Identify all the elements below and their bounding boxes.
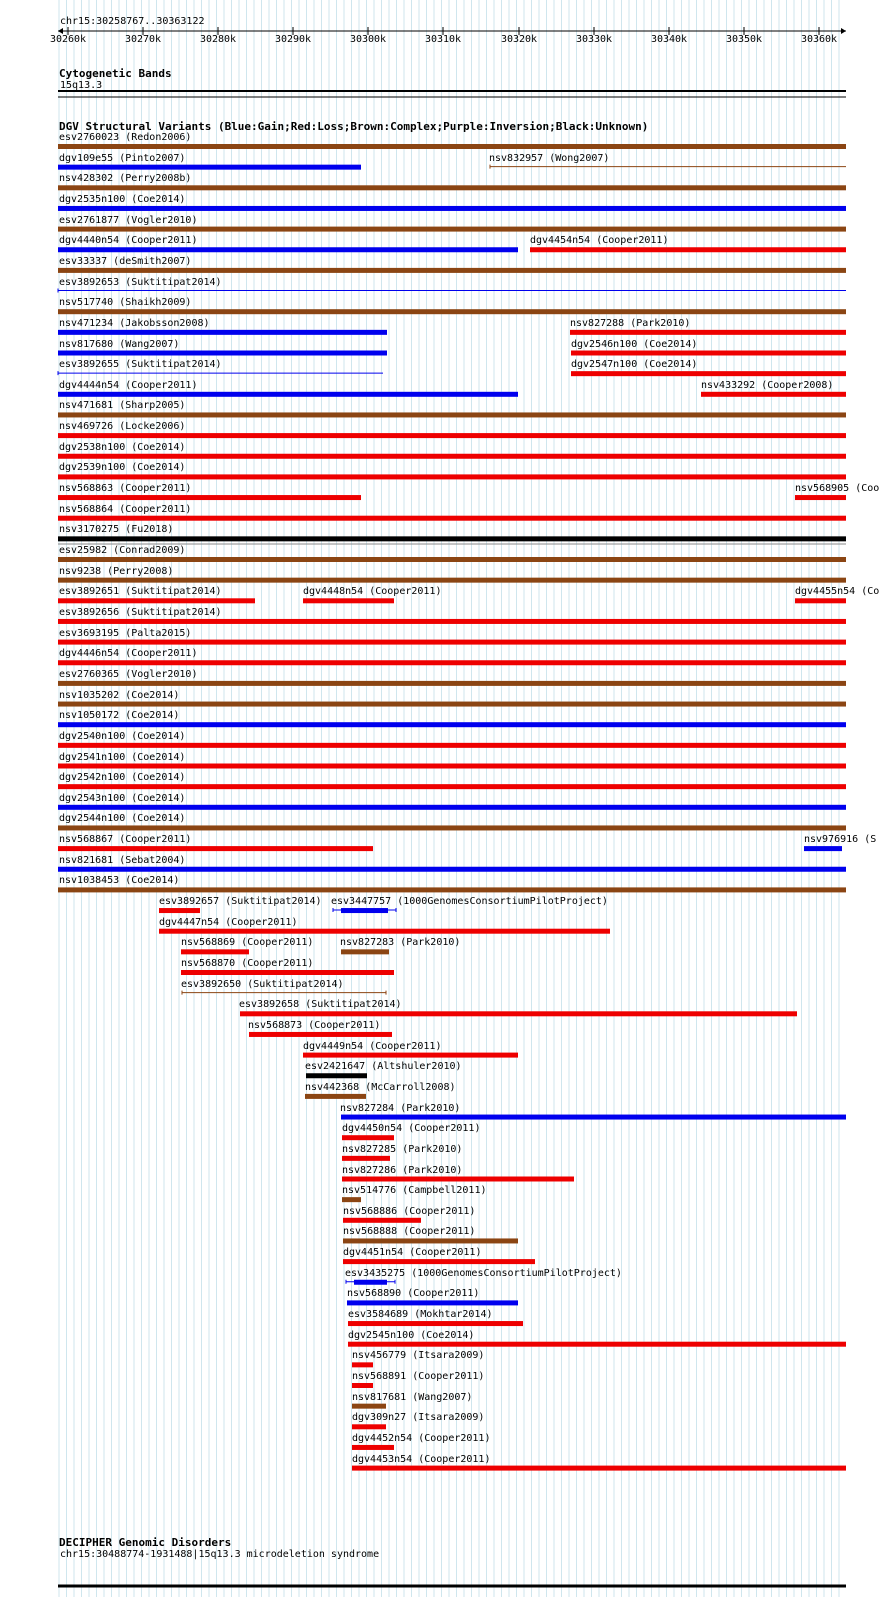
sv-feature-bar[interactable] (58, 227, 846, 232)
sv-feature-label[interactable]: dgv4452n54 (Cooper2011) (352, 1432, 491, 1444)
sv-feature-bar[interactable] (701, 392, 846, 397)
ruler-tick-label: 30330k (575, 34, 613, 45)
sv-feature-bar[interactable] (343, 1238, 518, 1243)
sv-feature-bar[interactable] (58, 185, 846, 190)
sv-feature-bar[interactable] (249, 1032, 392, 1037)
sv-feature-bar[interactable] (58, 330, 387, 335)
sv-feature-label[interactable]: esv3892651 (Suktitipat2014) (59, 586, 222, 598)
ruler-tick-label: 30270k (124, 34, 162, 45)
sv-feature-label[interactable]: nsv568886 (Cooper2011) (343, 1205, 476, 1217)
cytoband-label: 15q13.3 (60, 80, 103, 91)
sv-feature-label[interactable]: nsv827283 (Park2010) (340, 937, 461, 949)
sv-feature-label[interactable]: dgv2542n100 (Coe2014) (59, 772, 186, 784)
sv-feature-label[interactable]: esv3892658 (Suktitipat2014) (239, 999, 402, 1011)
ruler-tick-label: 30360k (800, 34, 838, 45)
sv-feature-bar[interactable] (303, 1053, 518, 1058)
sv-feature-label[interactable]: dgv4453n54 (Cooper2011) (352, 1453, 491, 1465)
sv-feature-bar[interactable] (795, 495, 846, 500)
sv-feature-bar[interactable] (58, 351, 387, 356)
sv-feature-bar[interactable] (58, 846, 373, 851)
sv-feature-label[interactable]: esv3892656 (Suktitipat2014) (59, 606, 222, 618)
sv-feature-label[interactable]: dgv4454n54 (Cooper2011) (530, 235, 669, 247)
sv-feature-bar[interactable] (58, 825, 846, 830)
sv-feature-label[interactable]: esv3693195 (Palta2015) (59, 627, 192, 639)
sv-feature-label[interactable]: nsv827288 (Park2010) (570, 317, 691, 329)
sv-feature-label[interactable]: nsv517740 (Shaikh2009) (59, 297, 192, 309)
sv-feature-bar[interactable] (58, 495, 361, 500)
sv-feature-bar[interactable] (352, 1424, 386, 1429)
sv-feature-label[interactable]: dgv4448n54 (Cooper2011) (303, 586, 442, 598)
sv-feature-bar[interactable] (341, 1115, 846, 1120)
sv-feature-label[interactable]: nsv568905 (Coo (795, 483, 880, 495)
sv-feature-label[interactable]: dgv2541n100 (Coe2014) (59, 751, 186, 763)
sv-feature-label[interactable]: nsv817680 (Wang2007) (59, 338, 180, 350)
sv-feature-label[interactable]: nsv514776 (Campbell2011) (342, 1185, 487, 1197)
sv-feature-label[interactable]: nsv568891 (Cooper2011) (352, 1371, 485, 1382)
sv-feature-label[interactable]: nsv827285 (Park2010) (342, 1143, 463, 1155)
sv-feature-bar[interactable] (159, 908, 200, 913)
sv-feature-bar[interactable] (58, 887, 846, 892)
sv-feature-label[interactable]: dgv4450n54 (Cooper2011) (342, 1123, 481, 1135)
sv-feature-bar[interactable] (58, 722, 846, 727)
sv-feature-label[interactable]: dgv4449n54 (Cooper2011) (303, 1040, 442, 1052)
sv-feature-label[interactable]: nsv428302 (Perry2008b) (59, 173, 192, 185)
sv-feature-label[interactable]: dgv4446n54 (Cooper2011) (59, 648, 198, 660)
sv-feature-bar[interactable] (348, 1342, 846, 1347)
sv-feature-label[interactable]: nsv568867 (Cooper2011) (59, 834, 192, 846)
cytoband-track-title: Cytogenetic Bands (59, 67, 172, 80)
sv-feature-bar[interactable] (306, 1073, 367, 1078)
sv-feature-bar[interactable] (58, 619, 846, 624)
sv-feature-label[interactable]: esv2760365 (Vogler2010) (59, 668, 198, 680)
sv-feature-bar[interactable] (58, 392, 518, 397)
sv-feature-bar[interactable] (58, 268, 846, 273)
sv-feature-label[interactable]: dgv2546n100 (Coe2014) (571, 338, 698, 350)
sv-feature-bar[interactable] (58, 640, 846, 645)
sv-feature-label[interactable]: dgv2544n100 (Coe2014) (59, 813, 186, 825)
sv-feature-bar[interactable] (58, 454, 846, 459)
sv-feature-label[interactable]: esv3892650 (Suktitipat2014) (181, 978, 344, 990)
decipher-feature-label[interactable]: chr15:30488774-1931488|15q13.3 microdeletion syndrome (60, 1549, 380, 1560)
sv-feature-label[interactable]: esv3892657 (Suktitipat2014) (159, 896, 322, 908)
sv-feature-core[interactable] (354, 1280, 387, 1285)
sv-feature-label[interactable]: nsv469726 (Locke2006) (59, 421, 186, 433)
sv-feature-bar[interactable] (58, 206, 846, 211)
sv-feature-label[interactable]: nsv568869 (Cooper2011) (181, 937, 314, 949)
sv-feature-label[interactable]: dgv2543n100 (Coe2014) (59, 792, 186, 804)
sv-feature-bar[interactable] (305, 1094, 366, 1099)
sv-feature-label[interactable]: nsv442368 (McCarroll2008) (305, 1081, 456, 1093)
sv-feature-bar[interactable] (58, 598, 255, 603)
sv-feature-bar[interactable] (342, 1156, 390, 1161)
sv-feature-bar[interactable] (342, 1135, 394, 1140)
sv-feature-label[interactable]: dgv2539n100 (Coe2014) (59, 462, 186, 474)
sv-feature-label[interactable]: dgv4447n54 (Cooper2011) (159, 916, 298, 928)
sv-feature-bar[interactable] (58, 805, 846, 810)
sv-feature-label[interactable]: esv2760023 (Redon2006) (59, 132, 192, 143)
sv-feature-label[interactable]: nsv568863 (Cooper2011) (59, 483, 192, 495)
sv-feature-label[interactable]: nsv1035202 (Coe2014) (59, 689, 180, 701)
sv-feature-label[interactable]: dgv4451n54 (Cooper2011) (343, 1247, 482, 1259)
sv-feature-bar[interactable] (58, 412, 846, 417)
sv-feature-label[interactable]: nsv568888 (Cooper2011) (343, 1226, 476, 1238)
sv-feature-bar[interactable] (58, 681, 846, 686)
ruler-tick-label: 30260k (49, 34, 87, 45)
sv-feature-label[interactable]: esv33337 (deSmith2007) (59, 255, 192, 267)
sv-feature-label[interactable]: nsv3170275 (Fu2018) (59, 524, 174, 536)
sv-feature-bar[interactable] (570, 330, 846, 335)
sv-feature-label[interactable]: nsv471681 (Sharp2005) (59, 400, 186, 412)
decipher-track-title: DECIPHER Genomic Disorders (59, 1536, 232, 1549)
sv-feature-label[interactable]: nsv817681 (Wang2007) (352, 1391, 473, 1403)
ruler-tick-label: 30340k (650, 34, 688, 45)
sv-feature-label[interactable]: dgv4455n54 (Co (795, 586, 880, 598)
sv-feature-bar[interactable] (58, 516, 846, 521)
sv-feature-label[interactable]: esv2761877 (Vogler2010) (59, 214, 198, 226)
sv-feature-label[interactable]: dgv2547n100 (Coe2014) (571, 359, 698, 371)
sv-feature-bar[interactable] (303, 598, 394, 603)
sv-feature-label[interactable]: dgv309n27 (Itsara2009) (352, 1412, 485, 1424)
sv-feature-label[interactable]: dgv2535n100 (Coe2014) (59, 193, 186, 205)
sv-feature-label[interactable]: nsv1050172 (Coe2014) (59, 710, 180, 722)
sv-feature-label[interactable]: dgv2538n100 (Coe2014) (59, 441, 186, 453)
sv-feature-label[interactable]: dgv109e55 (Pinto2007) (59, 152, 186, 164)
sv-feature-bar[interactable] (58, 784, 846, 789)
sv-feature-label[interactable]: esv3892653 (Suktitipat2014) (59, 276, 222, 288)
sv-feature-label[interactable]: nsv568873 (Cooper2011) (248, 1019, 381, 1031)
sv-feature-label[interactable]: esv3435275 (1000GenomesConsortiumPilotProject) (345, 1267, 622, 1279)
sv-feature-bar[interactable] (352, 1445, 394, 1450)
sv-feature-bar[interactable] (58, 433, 846, 438)
sv-feature-label[interactable]: nsv433292 (Cooper2008) (701, 379, 834, 391)
sv-feature-bar[interactable] (58, 743, 846, 748)
sv-feature-label[interactable]: nsv976916 (S (804, 834, 877, 846)
sv-feature-bar[interactable] (352, 1362, 373, 1367)
sv-feature-bar[interactable] (159, 929, 610, 934)
ruler-tick-label: 30350k (725, 34, 763, 45)
sv-feature-bar[interactable] (795, 598, 846, 603)
sv-feature-bar[interactable] (58, 144, 846, 149)
sv-feature-label[interactable]: nsv456779 (Itsara2009) (352, 1350, 485, 1362)
sv-feature-label[interactable]: dgv4444n54 (Cooper2011) (59, 379, 198, 391)
sv-feature-bar[interactable] (343, 1218, 421, 1223)
ruler-tick-label: 30320k (500, 34, 538, 45)
sv-feature-label[interactable]: nsv832957 (Wong2007) (489, 152, 610, 164)
sv-feature-bar[interactable] (58, 557, 846, 562)
sv-feature-bar[interactable] (181, 949, 249, 954)
sv-feature-label[interactable]: nsv568890 (Cooper2011) (347, 1288, 480, 1300)
sv-feature-label[interactable]: esv3447757 (1000GenomesConsortiumPilotProject) (331, 896, 608, 908)
sv-feature-bar[interactable] (343, 1259, 535, 1264)
sv-feature-bar[interactable] (58, 702, 846, 707)
ruler-right-arrow-icon (841, 28, 846, 34)
sv-feature-label[interactable]: esv3892655 (Suktitipat2014) (59, 359, 222, 371)
sv-feature-label[interactable]: esv25982 (Conrad2009) (59, 545, 186, 556)
sv-feature-bar[interactable] (804, 846, 842, 851)
sv-feature-bar[interactable] (341, 949, 389, 954)
sv-feature-bar[interactable] (58, 578, 846, 583)
sv-feature-bar[interactable] (58, 165, 361, 170)
dgv-track-title: DGV Structural Variants (Blue:Gain;Red:Loss;Brown:Complex;Purple:Inversion;Black:Unknown) (59, 120, 649, 133)
sv-feature-label[interactable]: nsv9238 (Perry2008) (59, 565, 174, 577)
sv-feature-label[interactable]: nsv568864 (Cooper2011) (59, 503, 192, 515)
sv-feature-label[interactable]: nsv568870 (Cooper2011) (181, 958, 314, 969)
sv-feature-bar[interactable] (58, 536, 846, 541)
sv-feature-bar[interactable] (571, 371, 846, 376)
sv-feature-label[interactable]: nsv827286 (Park2010) (342, 1164, 463, 1176)
sv-feature-bar[interactable] (352, 1383, 373, 1388)
sv-feature-bar[interactable] (58, 764, 846, 769)
ruler-tick-label: 30310k (424, 34, 462, 45)
sv-feature-bar[interactable] (342, 1177, 574, 1182)
sv-feature-label[interactable]: nsv821681 (Sebat2004) (59, 854, 186, 866)
sv-feature-label[interactable]: dgv2540n100 (Coe2014) (59, 730, 186, 742)
sv-feature-label[interactable]: dgv4440n54 (Cooper2011) (59, 235, 198, 247)
ruler-tick-label: 30300k (349, 34, 387, 45)
sv-feature-bar[interactable] (58, 309, 846, 314)
sv-feature-bar[interactable] (530, 247, 846, 252)
sv-feature-label[interactable]: dgv2545n100 (Coe2014) (348, 1329, 475, 1341)
sv-feature-bar[interactable] (240, 1011, 797, 1016)
sv-feature-core[interactable] (341, 908, 388, 913)
sv-feature-bar[interactable] (342, 1197, 361, 1202)
sv-feature-bar[interactable] (58, 867, 846, 872)
sv-feature-bar[interactable] (352, 1404, 386, 1409)
sv-feature-bar[interactable] (58, 660, 846, 665)
ruler-tick-label: 30280k (199, 34, 237, 45)
sv-feature-label[interactable]: esv3584689 (Mokhtar2014) (348, 1309, 493, 1321)
sv-feature-label[interactable]: nsv471234 (Jakobsson2008) (59, 317, 210, 329)
sv-feature-bar[interactable] (58, 247, 518, 252)
ruler-tick-label: 30290k (274, 34, 312, 45)
sv-feature-bar[interactable] (181, 970, 394, 975)
sv-feature-bar[interactable] (352, 1466, 846, 1471)
sv-feature-label[interactable]: nsv827284 (Park2010) (340, 1102, 461, 1114)
sv-feature-bar[interactable] (347, 1300, 518, 1305)
sv-feature-label[interactable]: nsv1038453 (Coe2014) (59, 875, 180, 887)
sv-feature-label[interactable]: esv2421647 (Altshuler2010) (305, 1061, 462, 1073)
sv-feature-bar[interactable] (348, 1321, 523, 1326)
sv-feature-bar[interactable] (571, 351, 846, 356)
sv-feature-bar[interactable] (58, 474, 846, 479)
locus-label: chr15:30258767..30363122 (60, 16, 205, 27)
